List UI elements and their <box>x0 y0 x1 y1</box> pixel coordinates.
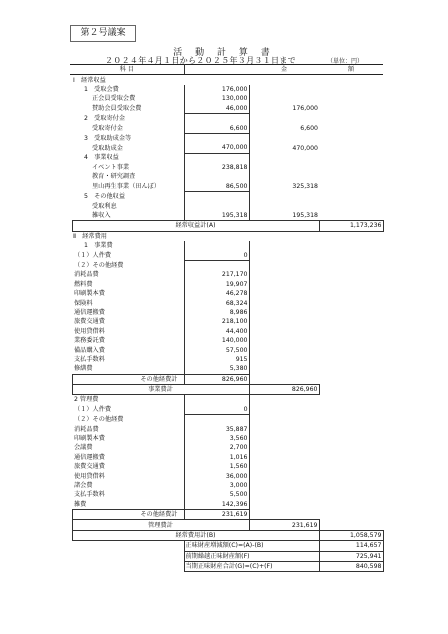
statement-row <box>70 551 383 561</box>
net-asset-value: 840,598 <box>319 561 383 571</box>
statement-row <box>70 280 383 289</box>
account-label: 通信運搬費 <box>74 453 105 461</box>
statement-row <box>70 123 383 133</box>
amount-value: 46,278 <box>184 289 249 298</box>
account-label: （１）人件費 <box>74 406 112 414</box>
account-label: 支払手数料 <box>74 355 105 363</box>
account-label: 教育・研究調査 <box>92 173 136 181</box>
grand-total-value: 1,173,236 <box>319 221 383 231</box>
document-title: 活 動 計 算 書 <box>173 48 275 58</box>
statement-row <box>70 453 383 462</box>
amount-value: 19,907 <box>184 280 249 289</box>
grand-total-label: 経常収益計(A) <box>72 221 319 231</box>
statement-row <box>70 395 383 405</box>
amount-value: 140,000 <box>184 336 249 345</box>
statement-row <box>70 250 383 260</box>
amount-value: 86,500 <box>184 182 249 192</box>
amount-value: 3,560 <box>184 434 249 443</box>
statement-row <box>70 133 383 143</box>
account-label: 受取利息 <box>92 202 117 210</box>
account-label: 4 事業収益 <box>84 154 119 162</box>
net-asset-label: 当期正味財産合計(G)=(C)+(F) <box>184 561 319 571</box>
statement-row <box>70 530 383 540</box>
account-label: （２）その他経費 <box>74 416 124 423</box>
account-label: 5 その他収益 <box>84 193 126 201</box>
account-label: 賛助会員受取会費 <box>92 105 142 112</box>
amount-value: 915 <box>184 355 249 364</box>
amount-value: 238,818 <box>184 163 249 172</box>
total-value: 231,619 <box>249 520 319 530</box>
account-label: 業務委託費 <box>74 337 105 345</box>
account-label: 通信運搬費 <box>74 308 105 316</box>
total-value: 826,960 <box>249 384 319 394</box>
statement-row <box>70 327 383 336</box>
statement-row <box>70 336 383 345</box>
statement-row <box>70 75 383 85</box>
amount-value: 1,016 <box>184 453 249 462</box>
account-label: 里山再生事業（田んぼ） <box>92 183 161 191</box>
statement-row <box>70 317 383 326</box>
subtotal-value: 6,600 <box>300 124 318 132</box>
account-label: 諸会費 <box>74 481 93 489</box>
amount-value: 36,000 <box>184 471 249 480</box>
account-label: 会議費 <box>74 444 93 452</box>
net-asset-value: 114,657 <box>319 541 383 551</box>
total-label: 事業費計 <box>72 384 249 394</box>
statement-row <box>70 405 383 415</box>
statement-row <box>70 172 383 181</box>
amount-value: 470,000 <box>184 143 249 153</box>
total-label: 管理費計 <box>72 520 249 530</box>
amount-value: 68,324 <box>184 298 249 307</box>
statement-row <box>70 270 383 279</box>
amount-value: 35,887 <box>184 424 249 433</box>
statement-row <box>70 231 383 241</box>
account-label: （１）人件費 <box>74 251 112 259</box>
statement-row <box>70 345 383 354</box>
subtotal-value: 176,000 <box>292 105 318 112</box>
statement-row <box>70 500 383 510</box>
account-label: 燃料費 <box>74 280 93 288</box>
statement-row <box>70 241 383 250</box>
account-label: イベント事業 <box>92 164 130 172</box>
header-total: 額 <box>319 65 383 75</box>
subtotal-value: 231,619 <box>184 509 249 519</box>
subtotal-label: その他経費計 <box>72 374 184 384</box>
account-label: 2 管理費 <box>74 396 99 404</box>
account-label: 3 受取助成金等 <box>84 134 132 142</box>
net-asset-label: 正味財産増減額(C)=(A)-(B) <box>184 541 319 551</box>
subtotal-value: 826,960 <box>184 374 249 384</box>
statement-row <box>70 192 383 202</box>
net-asset-label: 前期繰越正味財産額(F) <box>184 551 319 561</box>
amount-value: 6,600 <box>184 123 249 133</box>
amount-value: 5,500 <box>184 490 249 499</box>
statement-row <box>70 471 383 480</box>
statement-row <box>70 113 383 123</box>
account-label: 受取助成金 <box>92 144 123 152</box>
statement-row <box>70 289 383 298</box>
amount-value: 130,000 <box>184 94 249 103</box>
account-label: 印刷製本費 <box>74 290 105 298</box>
subtotal-value: 470,000 <box>292 144 318 152</box>
amount-value: 57,500 <box>184 345 249 354</box>
statement-row <box>70 364 383 374</box>
statement-row <box>70 355 383 364</box>
statement-row <box>70 561 383 571</box>
statement-row <box>70 211 383 221</box>
amount-value: 1,560 <box>184 462 249 471</box>
amount-value: 3,000 <box>184 481 249 490</box>
header-subject: 科 目 <box>70 65 184 75</box>
amount-value: 195,318 <box>184 211 249 221</box>
section-heading: Ⅱ 経常費用 <box>73 232 107 240</box>
amount-value: 0 <box>184 405 249 415</box>
amount-value: 142,396 <box>184 500 249 510</box>
statement-row <box>70 490 383 499</box>
amount-value: 217,170 <box>184 270 249 279</box>
statement-row <box>70 424 383 433</box>
statement-row <box>70 182 383 192</box>
amount-value: 176,000 <box>184 85 249 94</box>
header-amount: 金 <box>249 65 319 75</box>
net-asset-value: 725,941 <box>319 551 383 561</box>
table-header-row <box>70 65 383 75</box>
account-label: 1 事業費 <box>84 242 113 250</box>
statement-row <box>70 143 383 153</box>
statement-row <box>70 481 383 490</box>
account-label: 消耗品費 <box>74 271 99 279</box>
account-label: 修繕費 <box>74 365 93 373</box>
subtotal-label: その他経費計 <box>72 509 184 519</box>
account-label: 使用貸借料 <box>74 472 105 480</box>
statement-row <box>70 298 383 307</box>
amount-value: 46,000 <box>184 104 249 114</box>
account-label: 旅費交通費 <box>74 463 105 471</box>
account-label: 受取寄付金 <box>92 124 123 132</box>
statement-row <box>70 415 383 425</box>
account-label: 1 受取会費 <box>84 85 119 93</box>
amount-value: 218,100 <box>184 317 249 326</box>
statement-row <box>70 94 383 103</box>
statement-row <box>70 153 383 163</box>
statement-row <box>70 260 383 270</box>
amount-value: 5,380 <box>184 364 249 374</box>
unit-label: （単位：円） <box>327 58 364 65</box>
amount-value: 44,400 <box>184 327 249 336</box>
grand-total-value: 1,058,579 <box>319 530 383 540</box>
subtotal-value: 195,318 <box>292 212 318 220</box>
account-label: （２）その他経費 <box>74 261 124 269</box>
statement-row <box>70 443 383 452</box>
statement-row <box>70 374 383 384</box>
statement-row <box>70 308 383 317</box>
grand-total-label: 経常費用計(B) <box>72 530 319 540</box>
activity-statement-table <box>70 64 384 572</box>
statement-row <box>70 462 383 471</box>
statement-row <box>70 541 383 551</box>
account-label: 印刷製本費 <box>74 435 105 443</box>
statement-row <box>70 163 383 172</box>
fiscal-period: ２０２４年４月１日から２０２５年３月３１日まで <box>105 56 296 65</box>
account-label: 支払手数料 <box>74 491 105 499</box>
account-label: 雑費 <box>74 500 87 508</box>
account-label: 備品購入費 <box>74 346 105 354</box>
statement-row <box>70 520 383 530</box>
amount-value: 8,986 <box>184 308 249 317</box>
statement-row <box>70 104 383 114</box>
statement-row <box>70 434 383 443</box>
statement-row <box>70 221 383 231</box>
account-label: 保険料 <box>74 299 93 307</box>
account-label: 正会員受取会費 <box>92 95 136 103</box>
amount-value: 0 <box>184 250 249 260</box>
account-label: 消耗品費 <box>74 425 99 433</box>
statement-row <box>70 384 383 394</box>
statement-row <box>70 201 383 210</box>
account-label: 雑収入 <box>92 212 111 220</box>
proposal-label: 第２号議案 <box>70 25 136 42</box>
section-heading: Ⅰ 経常収益 <box>73 76 106 84</box>
account-label: 旅費交通費 <box>74 318 105 326</box>
amount-value: 2,700 <box>184 443 249 452</box>
statement-row <box>70 85 383 94</box>
subtotal-value: 325,318 <box>292 183 318 191</box>
account-label: 2 受取寄付金 <box>84 114 126 122</box>
account-label: 使用貸借料 <box>74 327 105 335</box>
statement-row <box>70 509 383 519</box>
